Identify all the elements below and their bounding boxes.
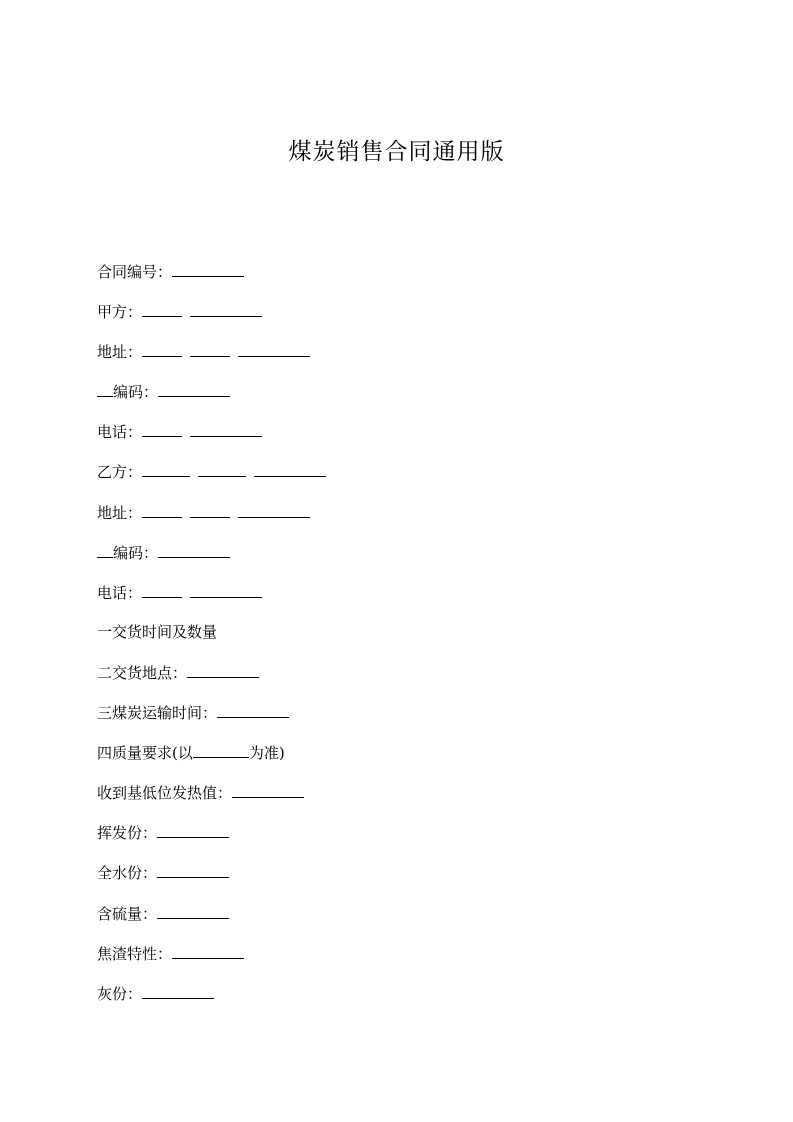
total-moisture-blank[interactable] [157,860,229,878]
ash-label: 灰份： [97,984,143,1003]
volatile-blank[interactable] [157,820,229,838]
volatile-line [97,820,717,860]
party-b-address-blank-3[interactable] [238,500,310,518]
party-a-postcode-prefix-blank[interactable] [97,379,113,397]
coke-residue-label: 焦渣特性： [97,944,173,963]
section-4-line [97,740,717,780]
coke-residue-blank[interactable] [172,941,244,959]
section-2-label: 二交货地点： [97,663,188,682]
party-b-blank-2[interactable] [198,459,246,477]
volatile-label: 挥发份： [97,824,158,843]
contract-number-blank[interactable] [172,259,244,277]
party-b-postcode-line [97,540,717,580]
party-a-postcode-line [97,379,717,419]
total-moisture-line [97,860,717,900]
party-a-postcode-blank[interactable] [158,379,230,397]
party-b-blank-3[interactable] [254,459,326,477]
party-a-phone-line [97,419,717,459]
ash-line [97,981,717,1021]
party-a-address-blank-3[interactable] [238,339,310,357]
party-b-address-label: 地址： [97,503,143,522]
party-b-line [97,459,717,499]
section-4-suffix: 为准) [248,744,285,763]
total-moisture-label: 全水份： [97,864,158,883]
party-a-blank-2[interactable] [190,299,262,317]
party-b-phone-blank-2[interactable] [190,580,262,598]
party-b-address-line [97,500,717,540]
quality-standard-blank[interactable] [193,740,249,758]
party-b-phone-blank-1[interactable] [142,580,182,598]
section-1-heading [97,620,717,660]
party-b-blank-1[interactable] [142,459,190,477]
section-4-prefix: 四质量要求(以 [97,744,193,763]
contract-body [97,259,717,1021]
party-b-postcode-label: 编码： [113,543,159,562]
contract-number-line [97,259,717,299]
heat-value-line [97,780,717,820]
party-b-label: 乙方： [97,463,143,482]
party-b-postcode-blank[interactable] [158,540,230,558]
party-a-address-blank-2[interactable] [190,339,230,357]
party-a-postcode-label: 编码： [113,383,159,402]
delivery-location-blank[interactable] [187,660,259,678]
document-title: 煤炭销售合同通用版 [288,139,505,165]
heat-value-label: 收到基低位发热值： [97,784,233,803]
party-a-phone-blank-2[interactable] [190,419,262,437]
sulfur-label: 含硫量： [97,904,158,923]
party-a-phone-blank-1[interactable] [142,419,182,437]
party-a-blank-1[interactable] [142,299,182,317]
party-a-label: 甲方： [97,303,143,322]
party-a-address-line [97,339,717,379]
party-b-address-blank-1[interactable] [142,500,182,518]
section-3-line [97,700,717,740]
sulfur-line [97,901,717,941]
contract-number-label: 合同编号： [97,263,173,281]
ash-blank[interactable] [142,981,214,999]
transport-time-blank[interactable] [217,700,289,718]
party-a-address-blank-1[interactable] [142,339,182,357]
section-1-label: 一交货时间及数量 [97,622,218,641]
party-b-address-blank-2[interactable] [190,500,230,518]
sulfur-blank[interactable] [157,901,229,919]
party-a-address-label: 地址： [97,343,143,362]
party-a-phone-label: 电话： [97,423,143,442]
heat-value-blank[interactable] [232,780,304,798]
party-b-postcode-prefix-blank[interactable] [97,540,113,558]
party-a-line [97,299,717,339]
party-b-phone-line [97,580,717,620]
section-2-line [97,660,717,700]
section-3-label: 三煤炭运输时间： [97,704,218,723]
party-b-phone-label: 电话： [97,583,143,602]
coke-residue-line [97,941,717,981]
